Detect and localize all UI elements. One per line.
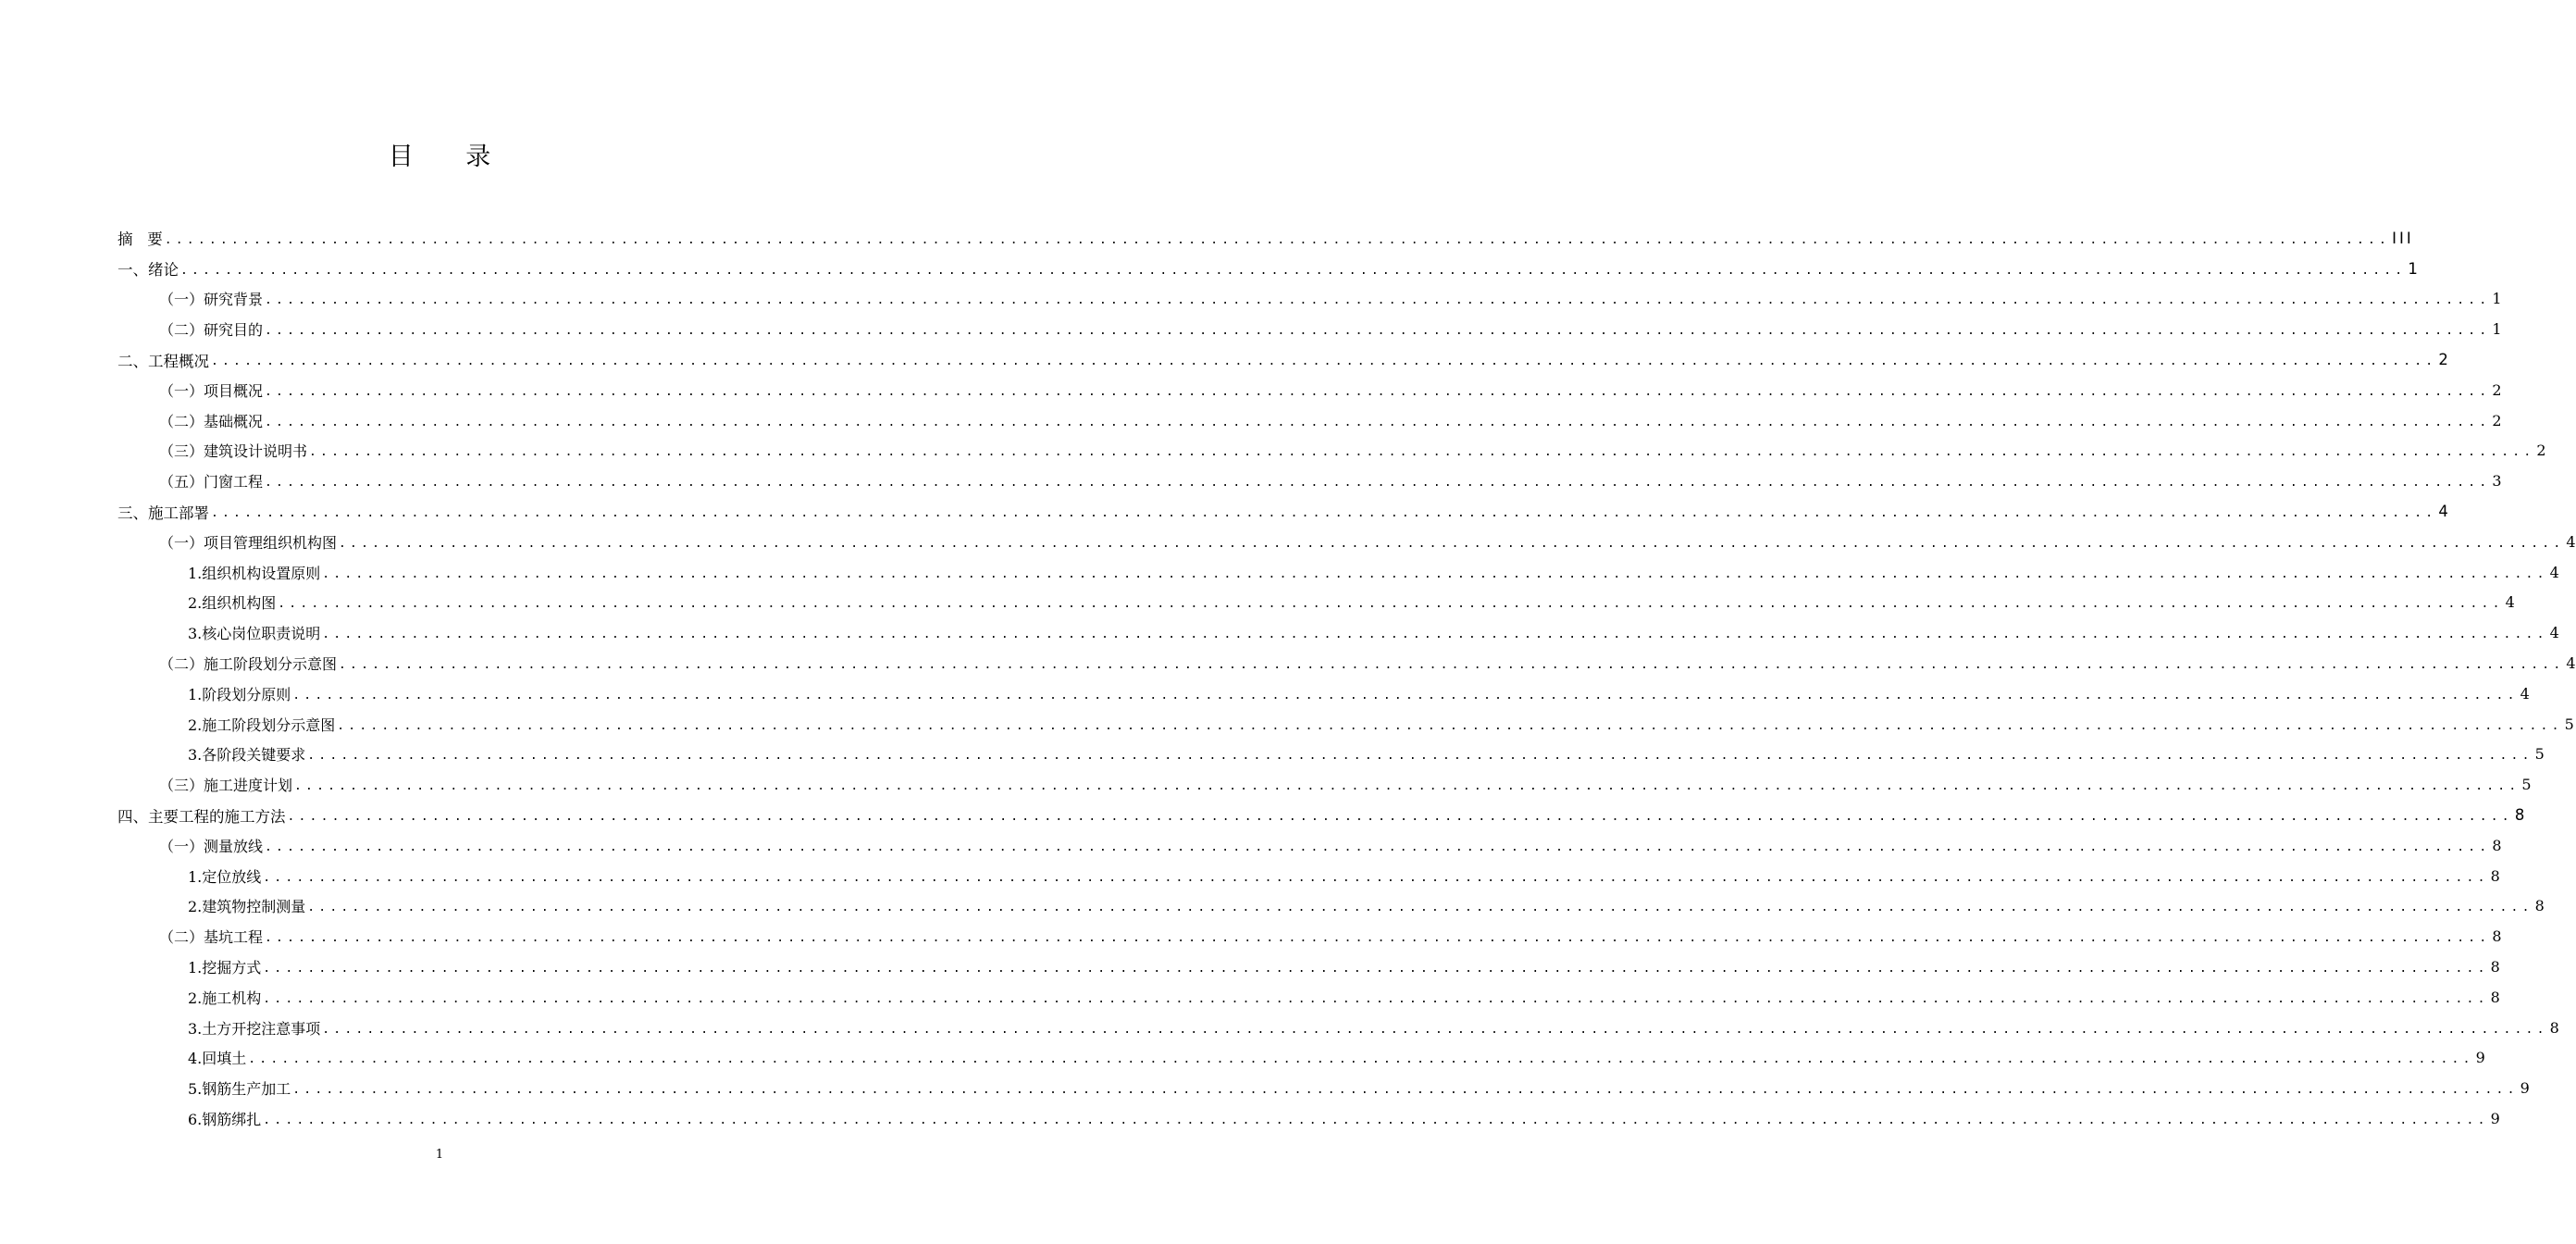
toc-dot-leader: ........................................................................................................................................................................................................ bbox=[263, 870, 2489, 885]
toc-entry-label: 1.组织机构设置原则 bbox=[188, 564, 321, 582]
toc-entry-page: 5 bbox=[2521, 776, 2532, 794]
toc-entry[interactable] bbox=[159, 527, 2576, 557]
toc-dot-leader: ........................................................................................................................................................................................................ bbox=[265, 415, 2491, 429]
toc-entry[interactable] bbox=[159, 405, 2502, 436]
toc-entry-label: 3.土方开挖注意事项 bbox=[188, 1019, 321, 1038]
toc-entry[interactable] bbox=[159, 921, 2502, 952]
toc-dot-leader: ........................................................................................................................................................................................................ bbox=[265, 384, 2491, 399]
toc-dot-leader: ........................................................................................................................................................................................................ bbox=[307, 749, 2533, 764]
page-title: 目 录 bbox=[388, 143, 514, 171]
toc-entry-label: （一）研究背景 bbox=[159, 291, 264, 309]
toc-entry-page: 2 bbox=[2536, 442, 2546, 460]
toc-entry-page: 1 bbox=[2408, 259, 2421, 278]
toc-entry-page: 8 bbox=[2490, 866, 2500, 885]
toc-dot-leader: ........................................................................................................................................................................................................ bbox=[263, 991, 2489, 1006]
toc-entry[interactable] bbox=[188, 1013, 2559, 1043]
toc-dot-leader: ........................................................................................................................................................................................................ bbox=[265, 476, 2491, 491]
toc-entry-page: 2 bbox=[2492, 411, 2502, 429]
toc-entry-label: 1.定位放线 bbox=[188, 867, 262, 886]
toc-entry[interactable] bbox=[188, 1043, 2485, 1074]
toc-dot-leader: ........................................................................................................................................................................................................ bbox=[287, 810, 2513, 825]
toc-entry-page: 4 bbox=[2505, 593, 2515, 612]
toc-entry[interactable] bbox=[188, 891, 2545, 922]
toc-entry-page: 4 bbox=[2566, 654, 2576, 673]
toc-entry-page: 4 bbox=[2549, 563, 2559, 581]
toc-entry-label: （一）项目概况 bbox=[159, 381, 264, 400]
toc-entry[interactable] bbox=[159, 314, 2502, 344]
toc-dot-leader: ........................................................................................................................................................................................................ bbox=[292, 1083, 2519, 1098]
toc-entry-page: 9 bbox=[2490, 1110, 2500, 1128]
toc-entry-label: （二）施工阶段划分示意图 bbox=[159, 655, 338, 674]
toc-entry-page: 1 bbox=[2492, 290, 2502, 308]
toc-entry[interactable] bbox=[118, 344, 2451, 375]
toc-entry[interactable] bbox=[188, 952, 2500, 982]
toc-entry-label: 5.钢筋生产加工 bbox=[188, 1080, 291, 1099]
toc-dot-leader: ........................................................................................................................................................................................................ bbox=[294, 779, 2520, 794]
toc-entry-page: III bbox=[2392, 229, 2414, 247]
toc-entry-label: 2.建筑物控制测量 bbox=[188, 898, 306, 916]
toc-dot-leader: ........................................................................................................................................................................................................ bbox=[337, 718, 2563, 733]
toc-entry-label: 四、主要工程的施工方法 bbox=[118, 807, 286, 826]
toc-entry-page: 2 bbox=[2438, 351, 2451, 369]
toc-entry-page: 4 bbox=[2566, 532, 2576, 551]
toc-entry[interactable] bbox=[118, 800, 2528, 830]
toc-entry-label: 4.回填土 bbox=[188, 1050, 247, 1068]
toc-entry-label: 3.各阶段关键要求 bbox=[188, 746, 306, 765]
toc-entry[interactable] bbox=[159, 830, 2502, 861]
toc-dot-leader: ........................................................................................................................................................................................................ bbox=[263, 1113, 2489, 1128]
toc-entry-label: （二）基坑工程 bbox=[159, 928, 264, 947]
toc-entry-label: （三）建筑设计说明书 bbox=[159, 442, 308, 461]
toc-entry-label: 二、工程概况 bbox=[118, 352, 209, 370]
toc-dot-leader: ........................................................................................................................................................................................................ bbox=[265, 931, 2491, 946]
toc-dot-leader: ........................................................................................................................................................................................................ bbox=[292, 688, 2519, 703]
page-number: 1 bbox=[435, 1148, 444, 1162]
toc-entry-page: 5 bbox=[2534, 745, 2545, 764]
toc-entry-label: 3.核心岗位职责说明 bbox=[188, 625, 321, 643]
toc-entry-label: 6.钢筋绑扎 bbox=[188, 1111, 262, 1129]
toc-entry[interactable] bbox=[188, 617, 2559, 648]
toc-dot-leader: ........................................................................................................................................................................................................ bbox=[309, 445, 2535, 460]
toc-entry-label: （一）项目管理组织机构图 bbox=[159, 533, 338, 552]
toc-entry[interactable] bbox=[159, 466, 2502, 496]
toc-dot-leader: ........................................................................................................................................................................................................ bbox=[265, 324, 2491, 339]
toc-entry[interactable] bbox=[159, 436, 2546, 466]
toc-entry-label: （二）研究目的 bbox=[159, 321, 264, 340]
toc-entry-label: （二）基础概况 bbox=[159, 412, 264, 430]
toc-entry[interactable] bbox=[188, 557, 2559, 588]
toc-entry-page: 8 bbox=[2490, 958, 2500, 977]
toc-dot-leader: ........................................................................................................................................................................................................ bbox=[339, 536, 2565, 551]
toc-entry[interactable] bbox=[188, 861, 2500, 891]
toc-entry-label: 1.阶段划分原则 bbox=[188, 685, 291, 703]
toc-entry[interactable] bbox=[188, 709, 2574, 740]
toc-dot-leader: ........................................................................................................................................................................................................ bbox=[322, 628, 2548, 642]
toc-entry-label: 一、绪论 bbox=[118, 261, 179, 280]
toc-entry[interactable] bbox=[188, 740, 2545, 770]
toc-entry-page: 4 bbox=[2549, 624, 2559, 642]
toc-entry[interactable] bbox=[159, 375, 2502, 405]
toc-entry-page: 5 bbox=[2564, 715, 2574, 733]
toc-dot-leader: ........................................................................................................................................................................................................ bbox=[278, 597, 2504, 612]
toc-entry[interactable] bbox=[188, 1103, 2500, 1134]
toc-dot-leader: ........................................................................................................................................................................................................ bbox=[164, 232, 2391, 247]
toc-dot-leader: ........................................................................................................................................................................................................ bbox=[263, 962, 2489, 977]
toc-dot-leader: ........................................................................................................................................................................................................ bbox=[248, 1052, 2474, 1067]
toc-dot-leader: ........................................................................................................................................................................................................ bbox=[211, 355, 2437, 369]
toc-dot-leader: ........................................................................................................................................................................................................ bbox=[307, 901, 2533, 915]
toc-entry[interactable] bbox=[159, 284, 2502, 315]
toc-entry-label: 2.施工阶段划分示意图 bbox=[188, 715, 336, 734]
toc-entry-page: 8 bbox=[2514, 806, 2528, 825]
toc-entry-page: 9 bbox=[2475, 1049, 2485, 1067]
toc-dot-leader: ........................................................................................................................................................................................................ bbox=[265, 840, 2491, 854]
toc-entry-page: 8 bbox=[2490, 988, 2500, 1006]
toc-entry-label: （三）施工进度计划 bbox=[159, 777, 293, 795]
toc-entry-page: 8 bbox=[2492, 836, 2502, 854]
toc-entry-page: 8 bbox=[2492, 927, 2502, 946]
toc-entry-page: 8 bbox=[2549, 1018, 2559, 1037]
toc-entry-page: 4 bbox=[2520, 684, 2530, 703]
toc-entry-label: 摘 要 bbox=[118, 230, 163, 249]
toc-entry-label: 三、施工部署 bbox=[118, 504, 209, 522]
toc-dot-leader: ........................................................................................................................................................................................................ bbox=[322, 566, 2548, 581]
toc-entry-label: 1.挖掘方式 bbox=[188, 959, 262, 977]
toc-entry-label: 2.施工机构 bbox=[188, 989, 262, 1007]
toc-entry[interactable] bbox=[159, 648, 2576, 678]
toc-entry-page: 2 bbox=[2492, 380, 2502, 399]
toc-entry[interactable] bbox=[188, 678, 2530, 709]
toc-entry[interactable] bbox=[188, 588, 2515, 618]
toc-entry-label: （五）门窗工程 bbox=[159, 473, 264, 491]
toc-entry[interactable] bbox=[188, 982, 2500, 1013]
toc-entry-page: 1 bbox=[2492, 320, 2502, 339]
toc-dot-leader: ........................................................................................................................................................................................................ bbox=[339, 658, 2565, 673]
toc-dot-leader: ........................................................................................................................................................................................................ bbox=[180, 263, 2407, 278]
toc-entry[interactable] bbox=[118, 223, 2414, 254]
toc-entry-page: 3 bbox=[2492, 472, 2502, 491]
toc-entry[interactable] bbox=[118, 496, 2451, 527]
toc-entry[interactable] bbox=[159, 769, 2532, 800]
toc-entry-label: （一）测量放线 bbox=[159, 837, 264, 855]
toc-entry[interactable] bbox=[188, 1073, 2530, 1103]
toc-dot-leader: ........................................................................................................................................................................................................ bbox=[265, 293, 2491, 308]
toc-entry-page: 9 bbox=[2520, 1079, 2530, 1098]
toc-entry-label: 2.组织机构图 bbox=[188, 594, 277, 613]
toc-dot-leader: ........................................................................................................................................................................................................ bbox=[322, 1022, 2548, 1037]
toc-entry[interactable] bbox=[118, 254, 2421, 284]
toc-entry-page: 8 bbox=[2534, 897, 2545, 915]
toc-dot-leader: ........................................................................................................................................................................................................ bbox=[211, 506, 2437, 521]
toc-entry-page: 4 bbox=[2438, 503, 2451, 521]
